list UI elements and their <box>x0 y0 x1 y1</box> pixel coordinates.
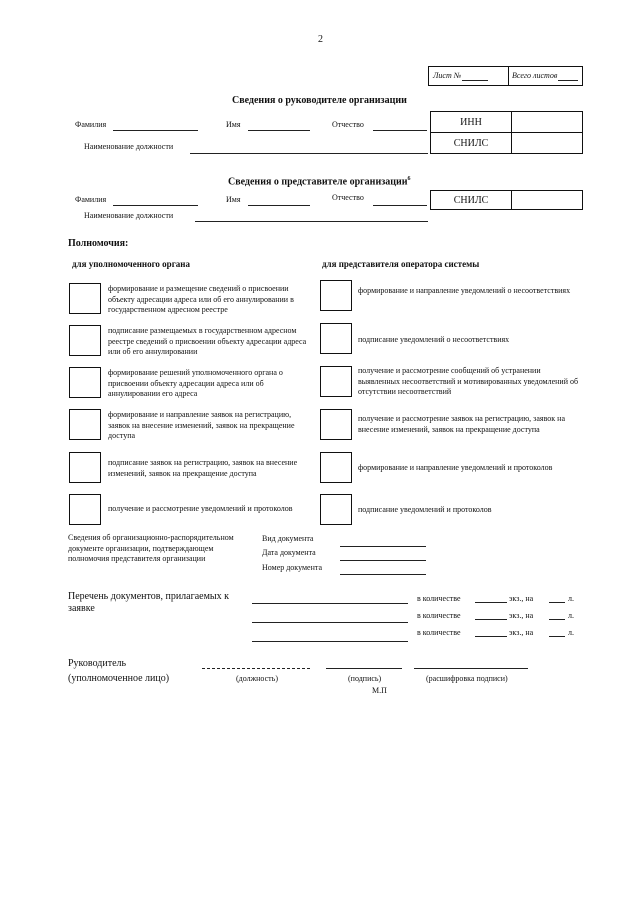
attachments-label: Перечень документов, прилагаемых к заявке <box>68 591 229 614</box>
checkbox-left-2[interactable] <box>69 325 101 356</box>
power-left-2: подписание размещаемых в государственном адресном реестре сведений о присвоении объекту адресации адреса или об его аннулировании <box>108 326 307 356</box>
qty-copies-field-1[interactable] <box>475 602 507 603</box>
checkbox-right-5[interactable] <box>320 452 352 483</box>
rep-position-label: Наименование должности <box>84 211 174 220</box>
sign-caption: (подпись) <box>348 674 382 683</box>
attachment-field-3[interactable] <box>252 641 408 642</box>
qty-label-3: в количестве <box>417 628 461 637</box>
qty-label-2: в количестве <box>417 611 461 620</box>
checkbox-left-5[interactable] <box>69 452 101 483</box>
qty-sheets-field-2[interactable] <box>549 619 565 620</box>
head-position-field[interactable] <box>190 153 428 154</box>
attachment-field-1[interactable] <box>252 603 408 604</box>
rep-surname-field[interactable] <box>113 205 198 206</box>
head-section-title: Сведения о руководителе организации <box>232 95 407 106</box>
rep-name-label: Имя <box>226 195 241 204</box>
signature-decode-field[interactable] <box>414 668 528 669</box>
attachment-field-2[interactable] <box>252 622 408 623</box>
rep-snils-field[interactable] <box>511 190 583 210</box>
head-signature-label: Руководитель <box>68 658 127 669</box>
right-column-header: для представителя оператора системы <box>322 259 480 269</box>
power-left-5: подписание заявок на регистрацию, заявок на внесение изменений, заявок на прекращение доступа <box>108 458 298 478</box>
head-name-field[interactable] <box>248 130 310 131</box>
signature-position-field[interactable] <box>202 668 310 669</box>
signature-sign-field[interactable] <box>326 668 402 669</box>
sheet-number-label: Лист № <box>433 71 462 80</box>
head-snils-field[interactable] <box>511 132 583 154</box>
qty-label-1: в количестве <box>417 594 461 603</box>
power-right-5: формирование и направление уведомлений и протоколов <box>358 463 553 472</box>
power-left-1: формирование и размещение сведений о присвоении объекту адресации адреса или об его аннулировании в государственном адресном реестре <box>108 284 294 314</box>
head-patronymic-label: Отчество <box>332 120 364 129</box>
decode-caption: (расшифровка подписи) <box>426 674 508 683</box>
powers-title: Полномочия: <box>68 238 129 249</box>
rep-patronymic-field[interactable] <box>373 205 427 206</box>
doc-type-field[interactable] <box>340 546 426 547</box>
head-name-label: Имя <box>226 120 241 129</box>
authorized-person-label: (уполномоченное лицо) <box>68 673 170 684</box>
power-left-6: получение и рассмотрение уведомлений и протоколов <box>108 504 293 513</box>
power-right-6: подписание уведомлений и протоколов <box>358 505 492 514</box>
power-right-2: подписание уведомлений о несоответствиях <box>358 335 510 344</box>
qty-copies-field-2[interactable] <box>475 619 507 620</box>
copies-label-1: экз., на <box>509 594 534 603</box>
power-left-3: формирование решений уполномоченного органа о присвоении объекту адресации адреса или об аннулировании его адреса <box>108 368 283 398</box>
power-left-4: формирование и направление заявок на регистрацию, заявок на внесение изменений, заявок на прекращение доступа <box>108 410 295 440</box>
copies-label-3: экз., на <box>509 628 534 637</box>
rep-patronymic-label: Отчество <box>332 193 364 202</box>
doc-date-label: Дата документа <box>262 548 316 557</box>
head-snils-label: СНИЛС <box>430 132 512 154</box>
checkbox-right-3[interactable] <box>320 366 352 397</box>
total-sheets-label: Всего листов <box>512 71 558 80</box>
copies-label-2: экз., на <box>509 611 534 620</box>
rep-surname-label: Фамилия <box>75 195 107 204</box>
doc-number-field[interactable] <box>340 574 426 575</box>
checkbox-right-1[interactable] <box>320 280 352 311</box>
qty-copies-field-3[interactable] <box>475 636 507 637</box>
head-patronymic-field[interactable] <box>373 130 427 131</box>
power-right-4: получение и рассмотрение заявок на регистрацию, заявок на внесение изменений, заявок на прекращение доступа <box>358 414 566 434</box>
checkbox-left-4[interactable] <box>69 409 101 440</box>
rep-position-field[interactable] <box>195 221 428 222</box>
head-surname-field[interactable] <box>113 130 198 131</box>
footnote-mark: 6 <box>407 176 411 182</box>
doc-date-field[interactable] <box>340 560 426 561</box>
qty-sheets-field-1[interactable] <box>549 602 565 603</box>
checkbox-right-4[interactable] <box>320 409 352 440</box>
power-right-3: получение и рассмотрение сообщений об устранении выявленных несоответствий и мотивированных уведомлений об отсутствии несоответствий <box>358 366 579 396</box>
head-position-label: Наименование должности <box>84 142 174 151</box>
power-right-1: формирование и направление уведомлений о несоответствиях <box>358 286 571 295</box>
doc-number-label: Номер документа <box>262 563 323 572</box>
sheets-label-3: л. <box>568 628 574 637</box>
sheets-label-1: л. <box>568 594 574 603</box>
checkbox-left-6[interactable] <box>69 494 101 525</box>
rep-snils-label: СНИЛС <box>430 190 512 210</box>
head-inn-label: ИНН <box>430 111 512 133</box>
doc-type-label: Вид документа <box>262 534 314 543</box>
sheets-label-2: л. <box>568 611 574 620</box>
rep-section-title: Сведения о представителе организации$^6$ <box>228 176 411 188</box>
doc-info-text: Сведения об организационно-распорядительном документе организации, подтверждающем полномочия представителя организации <box>68 533 234 563</box>
stamp-place-label: М.П <box>372 686 387 695</box>
qty-sheets-field-3[interactable] <box>549 636 565 637</box>
head-surname-label: Фамилия <box>75 120 107 129</box>
checkbox-left-3[interactable] <box>69 367 101 398</box>
head-inn-field[interactable] <box>511 111 583 133</box>
rep-name-field[interactable] <box>248 205 310 206</box>
position-caption: (должность) <box>236 674 278 683</box>
left-column-header: для уполномоченного органа <box>72 259 190 269</box>
checkbox-left-1[interactable] <box>69 283 101 314</box>
checkbox-right-6[interactable] <box>320 494 352 525</box>
page-number: 2 <box>318 34 323 45</box>
checkbox-right-2[interactable] <box>320 323 352 354</box>
